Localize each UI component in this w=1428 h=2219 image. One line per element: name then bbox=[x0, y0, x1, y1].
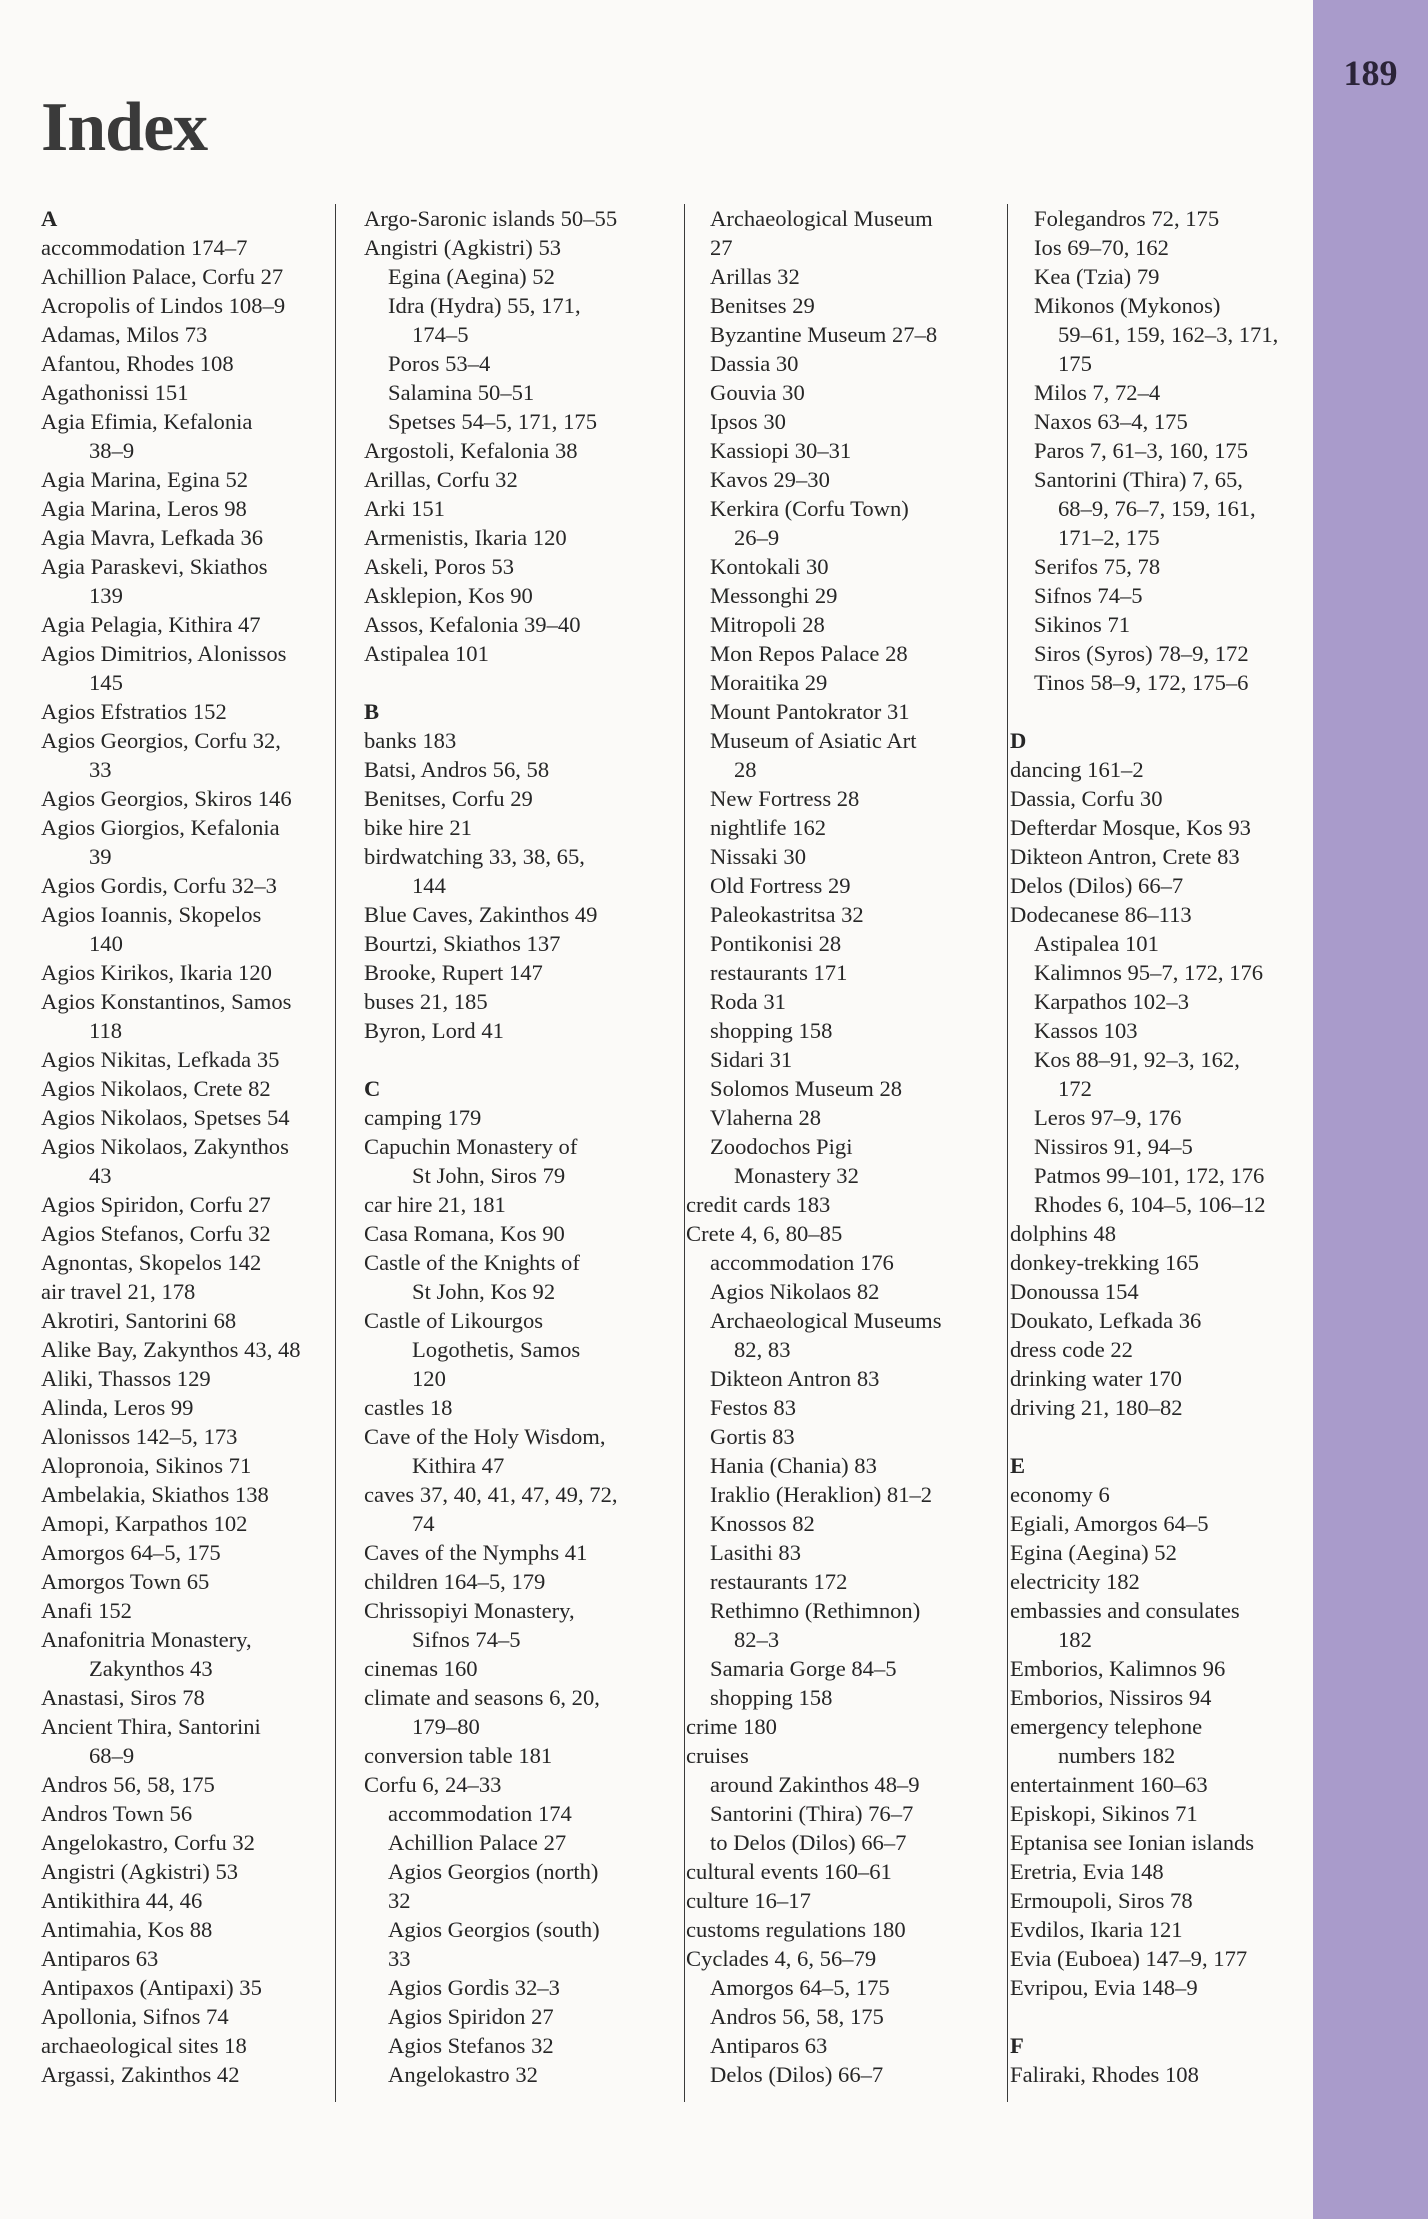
index-entry: cruises bbox=[686, 1743, 749, 1768]
index-entry: air travel 21, 178 bbox=[41, 1279, 196, 1304]
index-entry: 120 bbox=[412, 1366, 446, 1391]
index-entry: New Fortress 28 bbox=[710, 786, 860, 811]
index-entry: Ermoupoli, Siros 78 bbox=[1010, 1888, 1193, 1913]
index-entry: Alopronoia, Sikinos 71 bbox=[41, 1453, 252, 1478]
index-entry: Agios Konstantinos, Samos bbox=[41, 989, 292, 1014]
index-entry: Kassos 103 bbox=[1034, 1018, 1138, 1043]
index-spacer bbox=[1010, 2002, 1310, 2031]
index-entry: Achillion Palace 27 bbox=[388, 1830, 567, 1855]
index-entry: Egina (Aegina) 52 bbox=[388, 264, 555, 289]
index-entry: Agios Nikolaos 82 bbox=[710, 1279, 880, 1304]
index-entry: St John, Kos 92 bbox=[412, 1279, 556, 1304]
index-entry: customs regulations 180 bbox=[686, 1917, 906, 1942]
index-entry: Zoodochos Pigi bbox=[710, 1134, 853, 1159]
index-entry: Alinda, Leros 99 bbox=[41, 1395, 194, 1420]
index-entry: Sifnos 74–5 bbox=[1034, 583, 1143, 608]
index-entry: Eretria, Evia 148 bbox=[1010, 1859, 1164, 1884]
index-entry: Agios Gordis, Corfu 32–3 bbox=[41, 873, 277, 898]
index-entry: Poros 53–4 bbox=[388, 351, 491, 376]
index-entry: Salamina 50–51 bbox=[388, 380, 535, 405]
index-entry: Aliki, Thassos 129 bbox=[41, 1366, 211, 1391]
index-entry: Rhodes 6, 104–5, 106–12 bbox=[1034, 1192, 1266, 1217]
index-entry: 140 bbox=[89, 931, 123, 956]
index-entry: Agios Kirikos, Ikaria 120 bbox=[41, 960, 272, 985]
index-entry: conversion table 181 bbox=[364, 1743, 553, 1768]
index-entry: climate and seasons 6, 20, bbox=[364, 1685, 600, 1710]
index-entry: dancing 161–2 bbox=[1010, 757, 1144, 782]
index-entry: Apollonia, Sifnos 74 bbox=[41, 2004, 229, 2029]
index-entry: Siros (Syros) 78–9, 172 bbox=[1034, 641, 1249, 666]
index-entry: Dodecanese 86–113 bbox=[1010, 902, 1192, 927]
index-entry: Sifnos 74–5 bbox=[412, 1627, 521, 1652]
index-entry: 59–61, 159, 162–3, 171, bbox=[1058, 322, 1279, 347]
index-entry: birdwatching 33, 38, 65, bbox=[364, 844, 585, 869]
index-entry: Angistri (Agkistri) 53 bbox=[364, 235, 562, 260]
index-entry: 171–2, 175 bbox=[1058, 525, 1160, 550]
index-entry: Logothetis, Samos bbox=[412, 1337, 581, 1362]
index-entry: Kerkira (Corfu Town) bbox=[710, 496, 909, 521]
index-entry: Roda 31 bbox=[710, 989, 786, 1014]
index-spacer bbox=[1010, 1422, 1310, 1451]
index-entry: Amorgos 64–5, 175 bbox=[41, 1540, 221, 1565]
index-entry: Samaria Gorge 84–5 bbox=[710, 1656, 897, 1681]
index-entry: banks 183 bbox=[364, 728, 457, 753]
index-entry: Archaeological Museum bbox=[710, 206, 933, 231]
index-entry: Mitropoli 28 bbox=[710, 612, 825, 637]
index-column-1 bbox=[41, 204, 331, 2106]
index-entry: Santorini (Thira) 76–7 bbox=[710, 1801, 914, 1826]
index-entry: bike hire 21 bbox=[364, 815, 472, 840]
index-entry: Rethimno (Rethimnon) bbox=[710, 1598, 921, 1623]
index-entry: Argo-Saronic islands 50–55 bbox=[364, 206, 618, 231]
index-spacer bbox=[1010, 697, 1310, 726]
index-entry: Ipsos 30 bbox=[710, 409, 786, 434]
index-entry: Mount Pantokrator 31 bbox=[710, 699, 910, 724]
index-entry: Agios Georgios (north) bbox=[388, 1859, 599, 1884]
index-entry: Agios Georgios (south) bbox=[388, 1917, 600, 1942]
index-entry: Andros Town 56 bbox=[41, 1801, 193, 1826]
index-entry: Vlaherna 28 bbox=[710, 1105, 822, 1130]
index-column-2 bbox=[364, 204, 679, 2106]
index-entry: around Zakinthos 48–9 bbox=[710, 1772, 920, 1797]
index-entry: 27 bbox=[710, 235, 733, 260]
index-entry: Agia Mavra, Lefkada 36 bbox=[41, 525, 264, 550]
index-entry: embassies and consulates bbox=[1010, 1598, 1240, 1623]
index-entry: 175 bbox=[1058, 351, 1092, 376]
index-entry: Antiparos 63 bbox=[710, 2033, 828, 2058]
index-entry: Patmos 99–101, 172, 176 bbox=[1034, 1163, 1265, 1188]
index-entry: Kavos 29–30 bbox=[710, 467, 830, 492]
index-entry: Argassi, Zakinthos 42 bbox=[41, 2062, 240, 2087]
index-entry: Agios Efstratios 152 bbox=[41, 699, 227, 724]
index-entry: Castle of Likourgos bbox=[364, 1308, 544, 1333]
index-entry: Iraklio (Heraklion) 81–2 bbox=[710, 1482, 933, 1507]
index-entry: dress code 22 bbox=[1010, 1337, 1133, 1362]
index-entry: Santorini (Thira) 7, 65, bbox=[1034, 467, 1243, 492]
index-entry: Tinos 58–9, 172, 175–6 bbox=[1034, 670, 1249, 695]
index-entry: Dassia 30 bbox=[710, 351, 799, 376]
index-entry: Corfu 6, 24–33 bbox=[364, 1772, 502, 1797]
index-entry: Arillas, Corfu 32 bbox=[364, 467, 518, 492]
index-entry: donkey-trekking 165 bbox=[1010, 1250, 1199, 1275]
index-entry: restaurants 171 bbox=[710, 960, 848, 985]
index-entry: Sikinos 71 bbox=[1034, 612, 1131, 637]
index-entry: Caves of the Nymphs 41 bbox=[364, 1540, 588, 1565]
index-entry: Benitses, Corfu 29 bbox=[364, 786, 533, 811]
index-entry: Nissiros 91, 94–5 bbox=[1034, 1134, 1193, 1159]
index-entry: 28 bbox=[734, 757, 757, 782]
index-entry: Capuchin Monastery of bbox=[364, 1134, 578, 1159]
index-entry: Moraitika 29 bbox=[710, 670, 828, 695]
index-entry: emergency telephone bbox=[1010, 1714, 1203, 1739]
index-entry: 118 bbox=[89, 1018, 123, 1043]
index-entry: Assos, Kefalonia 39–40 bbox=[364, 612, 581, 637]
index-entry: accommodation 176 bbox=[710, 1250, 894, 1275]
index-entry: 82, 83 bbox=[734, 1337, 791, 1362]
index-entry: Agios Ioannis, Skopelos bbox=[41, 902, 262, 927]
index-entry: Dassia, Corfu 30 bbox=[1010, 786, 1163, 811]
index-entry: Agia Paraskevi, Skiathos bbox=[41, 554, 268, 579]
index-spacer bbox=[364, 1045, 679, 1074]
index-entry: Kalimnos 95–7, 172, 176 bbox=[1034, 960, 1264, 985]
index-entry: Arki 151 bbox=[364, 496, 445, 521]
index-entry: Astipalea 101 bbox=[364, 641, 489, 666]
index-entry: 144 bbox=[412, 873, 446, 898]
index-entry: Andros 56, 58, 175 bbox=[710, 2004, 884, 2029]
index-entry: camping 179 bbox=[364, 1105, 482, 1130]
index-entry: Ios 69–70, 162 bbox=[1034, 235, 1169, 260]
index-entry: Agnontas, Skopelos 142 bbox=[41, 1250, 262, 1275]
index-entry: nightlife 162 bbox=[710, 815, 827, 840]
index-entry: Naxos 63–4, 175 bbox=[1034, 409, 1188, 434]
index-entry: 68–9 bbox=[89, 1743, 135, 1768]
index-entry: 38–9 bbox=[89, 438, 135, 463]
index-entry: Museum of Asiatic Art bbox=[710, 728, 917, 753]
index-entry: Crete 4, 6, 80–85 bbox=[686, 1221, 843, 1246]
index-entry: entertainment 160–63 bbox=[1010, 1772, 1208, 1797]
index-entry: Defterdar Mosque, Kos 93 bbox=[1010, 815, 1251, 840]
index-entry: Evia (Euboea) 147–9, 177 bbox=[1010, 1946, 1248, 1971]
index-entry: Chrissopiyi Monastery, bbox=[364, 1598, 575, 1623]
index-entry: cinemas 160 bbox=[364, 1656, 478, 1681]
index-entry: castles 18 bbox=[364, 1395, 453, 1420]
index-entry: Faliraki, Rhodes 108 bbox=[1010, 2062, 1199, 2087]
index-entry: 139 bbox=[89, 583, 123, 608]
index-entry: Dikteon Antron, Crete 83 bbox=[1010, 844, 1240, 869]
index-entry: 182 bbox=[1058, 1627, 1092, 1652]
index-entry: St John, Siros 79 bbox=[412, 1163, 566, 1188]
index-entry: Castle of the Knights of bbox=[364, 1250, 580, 1275]
index-entry: credit cards 183 bbox=[686, 1192, 831, 1217]
index-entry: Benitses 29 bbox=[710, 293, 815, 318]
index-column-3 bbox=[686, 204, 1002, 2106]
index-entry: Gouvia 30 bbox=[710, 380, 805, 405]
index-entry: Episkopi, Sikinos 71 bbox=[1010, 1801, 1198, 1826]
index-entry: buses 21, 185 bbox=[364, 989, 488, 1014]
page-title: Index bbox=[41, 89, 208, 166]
index-entry: Agios Georgios, Skiros 146 bbox=[41, 786, 292, 811]
index-entry: Spetses 54–5, 171, 175 bbox=[388, 409, 597, 434]
index-entry: numbers 182 bbox=[1058, 1743, 1176, 1768]
index-entry: Gortis 83 bbox=[710, 1424, 795, 1449]
index-entry: Archaeological Museums bbox=[710, 1308, 942, 1333]
index-entry: Mikonos (Mykonos) bbox=[1034, 293, 1221, 318]
index-entry: archaeological sites 18 bbox=[41, 2033, 247, 2058]
index-entry: 174–5 bbox=[412, 322, 469, 347]
index-entry: Nissaki 30 bbox=[710, 844, 807, 869]
index-entry: 68–9, 76–7, 159, 161, bbox=[1058, 496, 1256, 521]
index-entry: Cave of the Holy Wisdom, bbox=[364, 1424, 606, 1449]
index-entry: Anafi 152 bbox=[41, 1598, 132, 1623]
index-entry: Achillion Palace, Corfu 27 bbox=[41, 264, 284, 289]
index-entry: Egina (Aegina) 52 bbox=[1010, 1540, 1177, 1565]
index-entry: Kithira 47 bbox=[412, 1453, 505, 1478]
index-entry: 179–80 bbox=[412, 1714, 480, 1739]
index-entry: 26–9 bbox=[734, 525, 780, 550]
index-entry: Antipaxos (Antipaxi) 35 bbox=[41, 1975, 262, 2000]
index-entry: 172 bbox=[1058, 1076, 1092, 1101]
index-entry: Festos 83 bbox=[710, 1395, 796, 1420]
index-entry: Alike Bay, Zakynthos 43, 48 bbox=[41, 1337, 301, 1362]
index-entry: Agia Marina, Leros 98 bbox=[41, 496, 247, 521]
index-entry: 145 bbox=[89, 670, 123, 695]
index-entry: Agia Pelagia, Kithira 47 bbox=[41, 612, 261, 637]
index-entry: Agios Nikolaos, Spetses 54 bbox=[41, 1105, 290, 1130]
index-entry: Askeli, Poros 53 bbox=[364, 554, 515, 579]
index-entry: Angistri (Agkistri) 53 bbox=[41, 1859, 239, 1884]
index-entry: Blue Caves, Zakinthos 49 bbox=[364, 902, 598, 927]
index-entry: Agios Stefanos, Corfu 32 bbox=[41, 1221, 271, 1246]
index-entry: Afantou, Rhodes 108 bbox=[41, 351, 234, 376]
index-entry: Donoussa 154 bbox=[1010, 1279, 1139, 1304]
index-entry: Brooke, Rupert 147 bbox=[364, 960, 543, 985]
index-entry: driving 21, 180–82 bbox=[1010, 1395, 1183, 1420]
index-entry: Milos 7, 72–4 bbox=[1034, 380, 1161, 405]
index-entry: Leros 97–9, 176 bbox=[1034, 1105, 1182, 1130]
index-entry: Mon Repos Palace 28 bbox=[710, 641, 908, 666]
index-entry: Argostoli, Kefalonia 38 bbox=[364, 438, 578, 463]
index-entry: accommodation 174–7 bbox=[41, 235, 248, 260]
index-entry: caves 37, 40, 41, 47, 49, 72, bbox=[364, 1482, 618, 1507]
index-entry: Agios Spiridon, Corfu 27 bbox=[41, 1192, 271, 1217]
index-entry: Old Fortress 29 bbox=[710, 873, 851, 898]
index-letter-heading: B bbox=[364, 699, 380, 724]
index-entry: Agios Nikitas, Lefkada 35 bbox=[41, 1047, 280, 1072]
index-entry: Evdilos, Ikaria 121 bbox=[1010, 1917, 1183, 1942]
index-entry: Dikteon Antron 83 bbox=[710, 1366, 880, 1391]
index-entry: cultural events 160–61 bbox=[686, 1859, 892, 1884]
index-entry: Paleokastritsa 32 bbox=[710, 902, 864, 927]
index-entry: Antikithira 44, 46 bbox=[41, 1888, 203, 1913]
index-entry: shopping 158 bbox=[710, 1018, 833, 1043]
index-entry: Idra (Hydra) 55, 171, bbox=[388, 293, 581, 318]
index-entry: Agios Spiridon 27 bbox=[388, 2004, 554, 2029]
index-entry: Agios Dimitrios, Alonissos bbox=[41, 641, 287, 666]
index-entry: Agios Gordis 32–3 bbox=[388, 1975, 560, 2000]
index-letter-heading: A bbox=[41, 206, 58, 231]
index-entry: 33 bbox=[89, 757, 112, 782]
index-entry: 82–3 bbox=[734, 1627, 780, 1652]
index-entry: Byron, Lord 41 bbox=[364, 1018, 504, 1043]
index-column-4 bbox=[1010, 204, 1310, 2106]
index-entry: Asklepion, Kos 90 bbox=[364, 583, 533, 608]
index-entry: Evripou, Evia 148–9 bbox=[1010, 1975, 1198, 2000]
index-entry: Byzantine Museum 27–8 bbox=[710, 322, 938, 347]
index-entry: car hire 21, 181 bbox=[364, 1192, 506, 1217]
index-entry: Pontikonisi 28 bbox=[710, 931, 842, 956]
index-entry: 43 bbox=[89, 1163, 112, 1188]
index-entry: Bourtzi, Skiathos 137 bbox=[364, 931, 561, 956]
index-spacer bbox=[364, 668, 679, 697]
index-entry: Kontokali 30 bbox=[710, 554, 829, 579]
index-entry: Batsi, Andros 56, 58 bbox=[364, 757, 550, 782]
index-entry: Messonghi 29 bbox=[710, 583, 838, 608]
index-entry: Doukato, Lefkada 36 bbox=[1010, 1308, 1202, 1333]
index-entry: Agios Nikolaos, Zakynthos bbox=[41, 1134, 289, 1159]
index-entry: Egiali, Amorgos 64–5 bbox=[1010, 1511, 1209, 1536]
page-number: 189 bbox=[1343, 53, 1398, 93]
index-entry: to Delos (Dilos) 66–7 bbox=[710, 1830, 907, 1855]
index-entry: 74 bbox=[412, 1511, 435, 1536]
index-entry: Karpathos 102–3 bbox=[1034, 989, 1189, 1014]
index-entry: Solomos Museum 28 bbox=[710, 1076, 903, 1101]
index-entry: Adamas, Milos 73 bbox=[41, 322, 208, 347]
index-entry: Amorgos 64–5, 175 bbox=[710, 1975, 890, 2000]
index-entry: Anafonitria Monastery, bbox=[41, 1627, 252, 1652]
index-entry: drinking water 170 bbox=[1010, 1366, 1182, 1391]
index-entry: restaurants 172 bbox=[710, 1569, 848, 1594]
index-entry: Agia Marina, Egina 52 bbox=[41, 467, 249, 492]
index-entry: Akrotiri, Santorini 68 bbox=[41, 1308, 237, 1333]
index-entry: Angelokastro 32 bbox=[388, 2062, 538, 2087]
index-entry: economy 6 bbox=[1010, 1482, 1110, 1507]
index-entry: Agios Stefanos 32 bbox=[388, 2033, 554, 2058]
index-entry: Knossos 82 bbox=[710, 1511, 815, 1536]
index-entry: Folegandros 72, 175 bbox=[1034, 206, 1220, 231]
index-entry: Lasithi 83 bbox=[710, 1540, 801, 1565]
index-entry: Acropolis of Lindos 108–9 bbox=[41, 293, 286, 318]
index-entry: Astipalea 101 bbox=[1034, 931, 1159, 956]
index-entry: Sidari 31 bbox=[710, 1047, 793, 1072]
index-entry: Emborios, Nissiros 94 bbox=[1010, 1685, 1212, 1710]
index-entry: Amopi, Karpathos 102 bbox=[41, 1511, 248, 1536]
index-entry: dolphins 48 bbox=[1010, 1221, 1117, 1246]
index-entry: Emborios, Kalimnos 96 bbox=[1010, 1656, 1226, 1681]
index-entry: Antiparos 63 bbox=[41, 1946, 159, 1971]
index-entry: shopping 158 bbox=[710, 1685, 833, 1710]
index-letter-heading: F bbox=[1010, 2033, 1024, 2058]
index-entry: Casa Romana, Kos 90 bbox=[364, 1221, 565, 1246]
index-entry: Delos (Dilos) 66–7 bbox=[710, 2062, 884, 2087]
index-entry: culture 16–17 bbox=[686, 1888, 811, 1913]
index-entry: Anastasi, Siros 78 bbox=[41, 1685, 205, 1710]
index-entry: Paros 7, 61–3, 160, 175 bbox=[1034, 438, 1249, 463]
index-entry: Cyclades 4, 6, 56–79 bbox=[686, 1946, 877, 1971]
index-entry: accommodation 174 bbox=[388, 1801, 572, 1826]
index-entry: Kassiopi 30–31 bbox=[710, 438, 852, 463]
index-entry: Ancient Thira, Santorini bbox=[41, 1714, 261, 1739]
index-entry: Serifos 75, 78 bbox=[1034, 554, 1161, 579]
index-entry: Arillas 32 bbox=[710, 264, 800, 289]
index-entry: Zakynthos 43 bbox=[89, 1656, 213, 1681]
column-divider bbox=[1007, 204, 1008, 2102]
index-entry: Monastery 32 bbox=[734, 1163, 859, 1188]
index-entry: Amorgos Town 65 bbox=[41, 1569, 210, 1594]
index-letter-heading: E bbox=[1010, 1453, 1026, 1478]
index-entry: Agathonissi 151 bbox=[41, 380, 189, 405]
column-divider bbox=[335, 204, 336, 2102]
index-entry: 39 bbox=[89, 844, 112, 869]
index-entry: Agia Efimia, Kefalonia bbox=[41, 409, 253, 434]
index-entry: Agios Giorgios, Kefalonia bbox=[41, 815, 280, 840]
index-entry: Delos (Dilos) 66–7 bbox=[1010, 873, 1184, 898]
column-divider bbox=[684, 204, 685, 2102]
index-entry: Kea (Tzia) 79 bbox=[1034, 264, 1160, 289]
index-entry: Andros 56, 58, 175 bbox=[41, 1772, 215, 1797]
section-color-tab bbox=[1313, 0, 1428, 2219]
index-entry: 33 bbox=[388, 1946, 411, 1971]
index-entry: crime 180 bbox=[686, 1714, 777, 1739]
index-entry: 32 bbox=[388, 1888, 411, 1913]
index-letter-heading: D bbox=[1010, 728, 1027, 753]
index-entry: Armenistis, Ikaria 120 bbox=[364, 525, 567, 550]
index-letter-heading: C bbox=[364, 1076, 381, 1101]
index-entry: Antimahia, Kos 88 bbox=[41, 1917, 213, 1942]
index-entry: Alonissos 142–5, 173 bbox=[41, 1424, 238, 1449]
index-entry: electricity 182 bbox=[1010, 1569, 1140, 1594]
index-entry: Ambelakia, Skiathos 138 bbox=[41, 1482, 269, 1507]
index-entry: Hania (Chania) 83 bbox=[710, 1453, 877, 1478]
index-entry: Kos 88–91, 92–3, 162, bbox=[1034, 1047, 1240, 1072]
index-entry: Eptanisa see Ionian islands bbox=[1010, 1830, 1255, 1855]
index-entry: Agios Nikolaos, Crete 82 bbox=[41, 1076, 271, 1101]
index-entry: Angelokastro, Corfu 32 bbox=[41, 1830, 255, 1855]
index-entry: children 164–5, 179 bbox=[364, 1569, 546, 1594]
index-entry: Agios Georgios, Corfu 32, bbox=[41, 728, 281, 753]
